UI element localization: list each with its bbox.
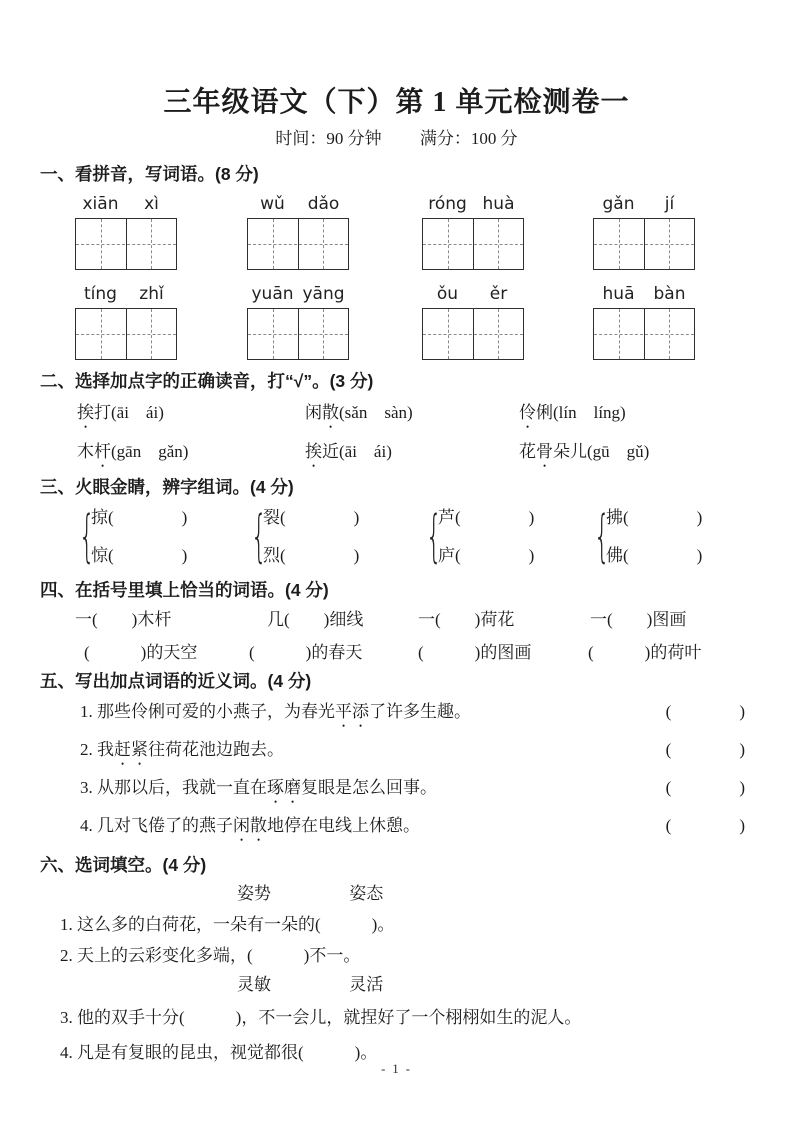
pronunciation-item bbox=[519, 439, 649, 471]
answer-blank: ( ) bbox=[665, 740, 745, 759]
pinyin-syllable: zhǐ bbox=[139, 284, 164, 304]
choose-word-question-4: 4. 凡是有复眼的昆虫，视觉都很( )。 bbox=[60, 1043, 378, 1062]
character: 拂 bbox=[606, 508, 623, 527]
word-text: (sǎn sàn) bbox=[339, 403, 413, 422]
section6-heading: 六、选词填空。(4 分) bbox=[40, 855, 207, 875]
answer-blank: ( ) bbox=[665, 778, 745, 797]
sentence-part: 2. 我 bbox=[80, 740, 114, 759]
dotted-word: 琢磨 bbox=[267, 778, 301, 797]
word-pair-group bbox=[247, 502, 358, 572]
pinyin-word-group bbox=[247, 284, 349, 360]
choose-word-question-2: 2. 天上的云彩变化多端，( )不一。 bbox=[60, 946, 361, 965]
word-option: 灵敏 bbox=[237, 975, 271, 994]
character: 庐 bbox=[438, 546, 455, 565]
pinyin-syllable: wǔ bbox=[260, 194, 285, 214]
word-text: 朵儿(gū gǔ) bbox=[553, 442, 650, 461]
pronunciation-item bbox=[77, 400, 305, 432]
answer-blank: ( ) bbox=[665, 816, 745, 835]
fill-word-row-1 bbox=[0, 607, 793, 633]
word-text: 木 bbox=[77, 442, 94, 461]
pronunciation-item bbox=[305, 439, 519, 471]
answer-blank: ( ) bbox=[280, 508, 360, 527]
word-bank-2 bbox=[0, 973, 793, 997]
pinyin-syllable: jí bbox=[664, 194, 675, 214]
char-blank-row bbox=[263, 541, 359, 571]
sentence-part: 往荷花池边跑去。 bbox=[148, 740, 284, 759]
word-text: (gān gǎn) bbox=[111, 442, 189, 461]
word-option: 姿势 bbox=[237, 884, 271, 903]
character-discrimination-row bbox=[0, 502, 793, 572]
answer-blank: ( ) bbox=[455, 508, 535, 527]
pinyin-syllable: tíng bbox=[84, 284, 117, 304]
dotted-word: 平添 bbox=[335, 702, 369, 721]
pronunciation-row-2 bbox=[0, 439, 793, 471]
pinyin-label bbox=[247, 194, 349, 216]
dotted-char: 挨 bbox=[305, 442, 322, 461]
pinyin-syllable: xiān bbox=[82, 194, 119, 214]
brace-icon: { bbox=[250, 504, 267, 569]
sentence-part: 了许多生趣。 bbox=[369, 702, 471, 721]
box-guide-line bbox=[76, 334, 176, 335]
char-blank-row bbox=[438, 503, 534, 533]
word-pair-column bbox=[438, 503, 534, 571]
sentence-part: 地停在电线上休憩。 bbox=[267, 816, 420, 835]
writing-box bbox=[593, 218, 695, 270]
box-guide-line bbox=[423, 334, 523, 335]
pinyin-word-group bbox=[422, 194, 524, 270]
answer-blank: ( ) bbox=[455, 546, 535, 565]
answer-blank: ( ) bbox=[108, 508, 188, 527]
sentence-part: 1. 那些伶俐可爱的小燕子，为春光 bbox=[80, 702, 335, 721]
pinyin-word-group bbox=[75, 284, 177, 360]
dotted-word: 赶紧 bbox=[114, 740, 148, 759]
page-title: 三年级语文（下）第 1 单元检测卷一 bbox=[163, 87, 630, 118]
dotted-word: 闲散 bbox=[233, 816, 267, 835]
pinyin-word-group bbox=[75, 194, 177, 270]
word-pair-group bbox=[422, 502, 533, 572]
pinyin-syllable: huà bbox=[482, 194, 515, 214]
pinyin-label bbox=[593, 284, 695, 306]
word-text: 打(āi ái) bbox=[94, 403, 164, 422]
writing-box bbox=[75, 218, 177, 270]
char-blank-row bbox=[606, 541, 702, 571]
pronunciation-item bbox=[519, 400, 626, 432]
fill-word-row-2 bbox=[0, 640, 793, 666]
brace-icon: { bbox=[78, 504, 95, 569]
fill-blank-item: ( )的天空 bbox=[84, 643, 198, 662]
writing-box bbox=[422, 218, 524, 270]
writing-box bbox=[247, 308, 349, 360]
writing-box bbox=[422, 308, 524, 360]
pinyin-word-group bbox=[247, 194, 349, 270]
pinyin-syllable: ǒu bbox=[436, 284, 459, 304]
pinyin-syllable: xì bbox=[144, 194, 159, 214]
fill-blank-item: 一( )木杆 bbox=[75, 610, 172, 629]
word-option: 姿态 bbox=[349, 884, 384, 903]
word-option: 灵活 bbox=[349, 975, 384, 994]
synonym-question-4 bbox=[0, 813, 793, 845]
pinyin-label bbox=[75, 194, 177, 216]
word-pair-group bbox=[590, 502, 701, 572]
fill-blank-item: 一( )荷花 bbox=[418, 610, 515, 629]
pinyin-syllable: yāng bbox=[302, 284, 345, 304]
pinyin-syllable: bàn bbox=[653, 284, 686, 304]
fill-blank-item: ( )的春天 bbox=[249, 643, 363, 662]
pinyin-syllable: yuān bbox=[251, 284, 294, 304]
brace-icon: { bbox=[593, 504, 610, 569]
dotted-char: 挨 bbox=[77, 403, 94, 422]
pinyin-word-group bbox=[422, 284, 524, 360]
choose-word-question-3: 3. 他的双手十分( )，不一会儿，就捏好了一个栩栩如生的泥人。 bbox=[60, 1008, 582, 1027]
character: 烈 bbox=[263, 546, 280, 565]
question-text bbox=[80, 775, 437, 807]
question-text bbox=[80, 737, 284, 769]
synonym-question-3 bbox=[0, 775, 793, 807]
char-blank-row bbox=[91, 541, 187, 571]
answer-blank: ( ) bbox=[623, 508, 703, 527]
character: 佛 bbox=[606, 546, 623, 565]
pinyin-syllable: gǎn bbox=[602, 194, 635, 214]
box-guide-line bbox=[594, 334, 694, 335]
box-guide-line bbox=[248, 334, 348, 335]
writing-box bbox=[75, 308, 177, 360]
section2-heading: 二、选择加点字的正确读音，打“√”。(3 分) bbox=[40, 371, 374, 391]
full-score: 满分：100 分 bbox=[419, 129, 518, 148]
pinyin-writing-row-1 bbox=[0, 194, 793, 270]
question-text bbox=[80, 813, 420, 845]
pinyin-syllable: huā bbox=[602, 284, 635, 304]
dotted-char: 伶 bbox=[519, 403, 536, 422]
pinyin-label bbox=[75, 284, 177, 306]
pinyin-label bbox=[422, 284, 524, 306]
word-text: 花 bbox=[519, 442, 536, 461]
character: 掠 bbox=[91, 508, 108, 527]
brace-icon: { bbox=[425, 504, 442, 569]
sentence-part: 3. 从那以后，我就一直在 bbox=[80, 778, 267, 797]
writing-box bbox=[247, 218, 349, 270]
synonym-question-1 bbox=[0, 699, 793, 731]
section5-heading: 五、写出加点词语的近义词。(4 分) bbox=[40, 671, 312, 691]
word-text: 近(āi ái) bbox=[322, 442, 392, 461]
char-blank-row bbox=[91, 503, 187, 533]
fill-blank-item: 几( )细线 bbox=[267, 610, 364, 629]
choose-word-question-1: 1. 这么多的白荷花，一朵有一朵的( )。 bbox=[60, 915, 395, 934]
word-pair-column bbox=[91, 503, 187, 571]
sentence-part: 4. 几对飞倦了的燕子 bbox=[80, 816, 233, 835]
word-pair-column bbox=[606, 503, 702, 571]
pinyin-syllable: dǎo bbox=[307, 194, 340, 214]
time-limit: 时间：90 分钟 bbox=[275, 129, 382, 148]
word-pair-group bbox=[75, 502, 186, 572]
word-bank-1 bbox=[0, 882, 793, 906]
dotted-char: 杆 bbox=[94, 442, 111, 461]
paper-meta bbox=[0, 128, 793, 150]
box-guide-line bbox=[594, 244, 694, 245]
character: 芦 bbox=[438, 508, 455, 527]
page-number: - 1 - bbox=[381, 1062, 412, 1076]
char-blank-row bbox=[606, 503, 702, 533]
char-blank-row bbox=[263, 503, 359, 533]
box-guide-line bbox=[423, 244, 523, 245]
question-text bbox=[80, 699, 471, 731]
pinyin-writing-row-2 bbox=[0, 284, 793, 360]
synonym-question-2 bbox=[0, 737, 793, 769]
sentence-part: 复眼是怎么回事。 bbox=[301, 778, 437, 797]
fill-blank-item: 一( )图画 bbox=[590, 610, 687, 629]
word-text: 闲 bbox=[305, 403, 322, 422]
section3-heading: 三、火眼金睛，辨字组词。(4 分) bbox=[40, 477, 294, 497]
pinyin-syllable: róng bbox=[428, 194, 467, 214]
pinyin-word-group bbox=[593, 194, 695, 270]
pronunciation-row-1 bbox=[0, 400, 793, 432]
pronunciation-item bbox=[77, 439, 305, 471]
fill-blank-item: ( )的图画 bbox=[418, 643, 532, 662]
writing-box bbox=[593, 308, 695, 360]
pinyin-syllable: ěr bbox=[489, 284, 508, 304]
pinyin-label bbox=[422, 194, 524, 216]
char-blank-row bbox=[438, 541, 534, 571]
box-guide-line bbox=[248, 244, 348, 245]
box-guide-line bbox=[76, 244, 176, 245]
word-text: 俐(lín líng) bbox=[536, 403, 626, 422]
section1-heading: 一、看拼音，写词语。(8 分) bbox=[40, 164, 259, 184]
answer-blank: ( ) bbox=[623, 546, 703, 565]
pronunciation-item bbox=[305, 400, 519, 432]
fill-blank-item: ( )的荷叶 bbox=[588, 643, 702, 662]
pinyin-label bbox=[247, 284, 349, 306]
section4-heading: 四、在括号里填上恰当的词语。(4 分) bbox=[40, 580, 329, 600]
pinyin-word-group bbox=[593, 284, 695, 360]
dotted-char: 散 bbox=[322, 403, 339, 422]
pinyin-label bbox=[593, 194, 695, 216]
answer-blank: ( ) bbox=[665, 702, 745, 721]
character: 裂 bbox=[263, 508, 280, 527]
dotted-char: 骨 bbox=[536, 442, 553, 461]
character: 惊 bbox=[91, 546, 108, 565]
answer-blank: ( ) bbox=[280, 546, 360, 565]
answer-blank: ( ) bbox=[108, 546, 188, 565]
word-pair-column bbox=[263, 503, 359, 571]
